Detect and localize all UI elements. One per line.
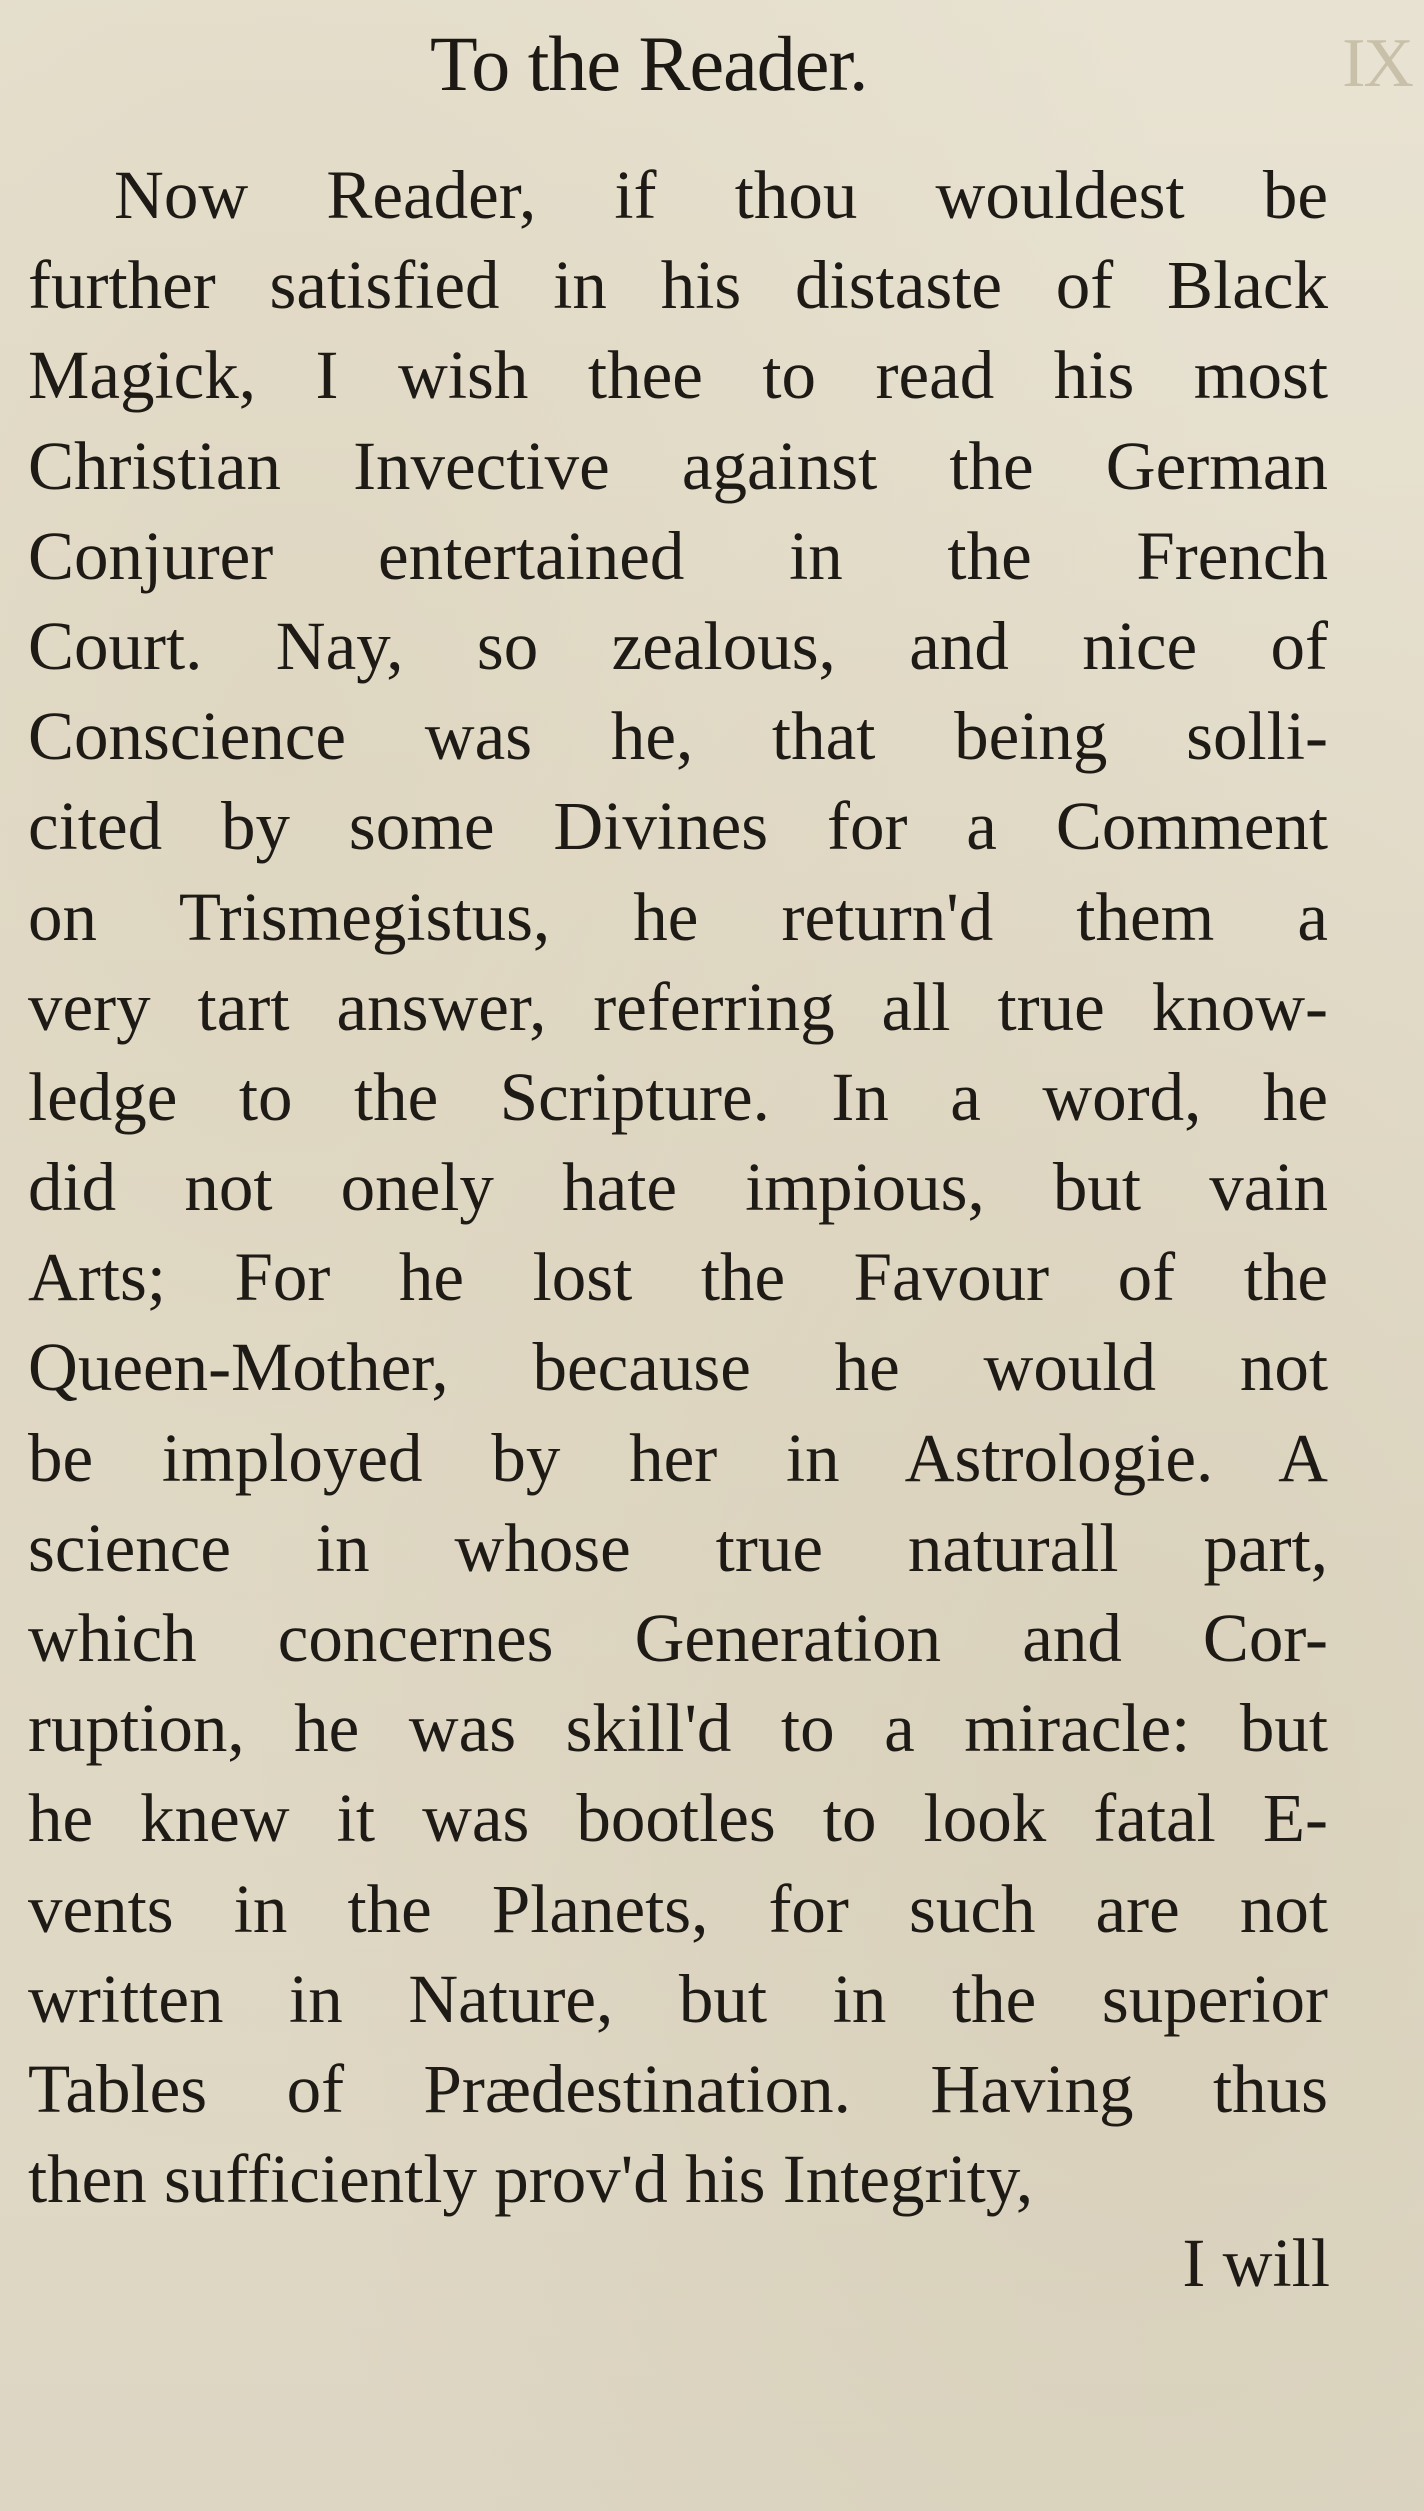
running-title: To the Reader. [430, 20, 868, 107]
text-line: ruption, he was skill'd to a miracle: but [28, 1690, 1328, 1767]
text-line: Now Reader, if thou wouldest be [114, 157, 1328, 233]
text-line: cited by some Divines for a Comment [28, 788, 1328, 865]
text-line: did not onely hate impious, but vain [28, 1149, 1328, 1226]
text-line: he knew it was bootles to look fatal E- [28, 1780, 1328, 1857]
text-line: science in whose true naturall part, [28, 1509, 1328, 1586]
text-line: Arts; For he lost the Favour of the [28, 1239, 1328, 1316]
text-line: written in Nature, but in the superior [28, 1960, 1328, 2037]
text-line: Christian Invective against the German [28, 427, 1328, 504]
catchword: I will [1182, 2225, 1330, 2301]
text-line: very tart answer, referring all true know- [28, 968, 1328, 1045]
text-line: vents in the Planets, for such are not [28, 1870, 1328, 1947]
text-line: then sufficiently prov'd his Integrity, [28, 2141, 1034, 2218]
text-line: further satisfied in his distaste of Black [28, 247, 1328, 324]
text-line: Queen-Mother, because he would not [28, 1329, 1328, 1406]
page-header [0, 14, 1424, 114]
text-line: Court. Nay, so zealous, and nice of [28, 607, 1328, 684]
text-line: be imployed by her in Astrologie. A [28, 1419, 1328, 1496]
page-number: IX [1342, 25, 1412, 102]
text-line: ledge to the Scripture. In a word, he [28, 1058, 1328, 1135]
text-line: which concernes Generation and Cor- [28, 1600, 1328, 1676]
text-line: Magick, I wish thee to read his most [28, 337, 1328, 414]
text-line: Conjurer entertained in the French [28, 517, 1328, 594]
text-line: on Trismegistus, he return'd them a [28, 878, 1328, 955]
text-line: Tables of Prædestination. Having thus [28, 2050, 1328, 2127]
body-text [28, 150, 1328, 2224]
text-line: Conscience was he, that being solli- [28, 698, 1328, 775]
